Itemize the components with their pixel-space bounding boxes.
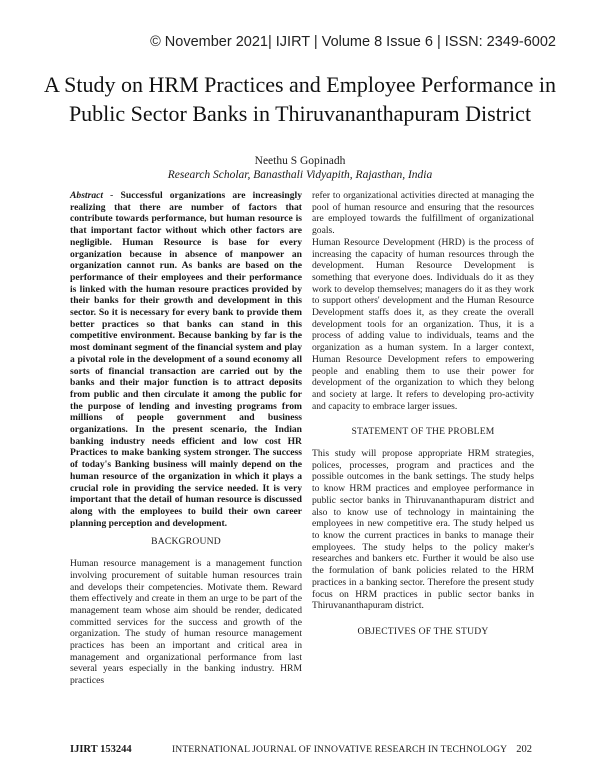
- abstract-text: Successful organizations are increasingly realizing that there are number of factors that contribute towards performance, but human resource is that important factor without which other factors are negligible. Human Resource is base for every organization because in absence of manpower an organization cannot run. As banks are based on the performance of their employees and their performance is linked with the human resoure practices provided by their banks for their growth and development in this sector. So it is necessary for every bank to provide them better practices so that banks can stand in this competitive environment. Because banking by far is the most dominant segment of the financial system and play a pivotal role in the development of a sound economy all sorts of financial transaction are carried out by the banks and their major function is to attract deposits from public and then circulate it among the public for the purpose of lending and investing programs from millions of people government and business organizations. In the present scenario, the Indian banking industry needs efficient and low cost HR Practices to make banking system stronger. The success of today's Banking business will mainly depend on the human resource of the organization in which it plays a crucial role in providing the service needed. It is very important that the detail of human resource is discussed along with the employees to build their own career planning perception and development.: [70, 190, 302, 529]
- abstract: [70, 190, 302, 529]
- right-column: [312, 190, 534, 648]
- journal-citation-header: © November 2021| IJIRT | Volume 8 Issue 6 | ISSN: 2349-6002: [150, 34, 556, 50]
- left-column: [70, 190, 302, 687]
- objectives-heading: OBJECTIVES OF THE STUDY: [357, 625, 489, 637]
- background-heading: BACKGROUND: [151, 536, 221, 548]
- problem-heading: STATEMENT OF THE PROBLEM: [351, 426, 495, 438]
- author-name: Neethu S Gopinadh: [254, 155, 346, 167]
- continuation-text: refer to organizational activities directed at managing the pool of human resource and ensuring that the resources are employed towards the fulfillment of organizational goals.: [312, 190, 534, 237]
- footer-journal-code: IJIRT 153244: [70, 744, 132, 755]
- paper-title: A Study on HRM Practices and Employee Performance in Public Sector Banks in Thiruvananthapuram District: [43, 72, 556, 126]
- abstract-label: Abstract -: [70, 190, 114, 201]
- hrd-paragraph: Human Resource Development (HRD) is the process of increasing the capacity of human resources through the development. Human Resource Development is something that everyone does. Individuals do it as they work to develop themselves; managers do it as they work to support others' development and the Human Resource Development staffs does it, as they create the overall development tools for an organization. Thus, it is a process of adding value to individuals, teams and the organization as a human system. In a larger context, Human Resource Development refers to empowering people and enabling them to use their power for development of the organization to which they belong and society at large. It refers to developing pro-activity and capacity to embrace larger issues.: [312, 236, 534, 412]
- background-text: Human resource management is a management function involving procurement of suitable human resources train and develops their competencies. Motivate them. Reward them effectively and create in them an urge to be part of the management team whose aim should be render, dedicated committed services for the success and growth of the organization. The study of human resource management practices has been an important and critical area in management and organizational performance from last several years especially in the banking industry. HRM practices: [70, 558, 302, 687]
- problem-text: This study will propose appropriate HRM strategies, polices, processes, program and practices and the possible outcomes in the bank settings. The study helps to know HRM practices and employee performance in public sector banks in Thiruvananthapuram district and also to know use of technology in maintaining the employees in new competitive era. The study helped us to know the current practices in banks to manage their employees. The study helps to the policy maker's researches and bankers etc. Further it would be also use the formulation of bank policies related to the HRM practices in a banking sector. Therefore the present study focus on HRM practices in public sector banks in Thiruvananthapuram district.: [312, 448, 534, 612]
- footer-page-number: 202: [516, 744, 532, 755]
- author-affiliation: Research Scholar, Banasthali Vidyapith, Rajasthan, India: [167, 169, 433, 181]
- footer-journal-name: INTERNATIONAL JOURNAL OF INNOVATIVE RESEARCH IN TECHNOLOGY: [172, 744, 508, 755]
